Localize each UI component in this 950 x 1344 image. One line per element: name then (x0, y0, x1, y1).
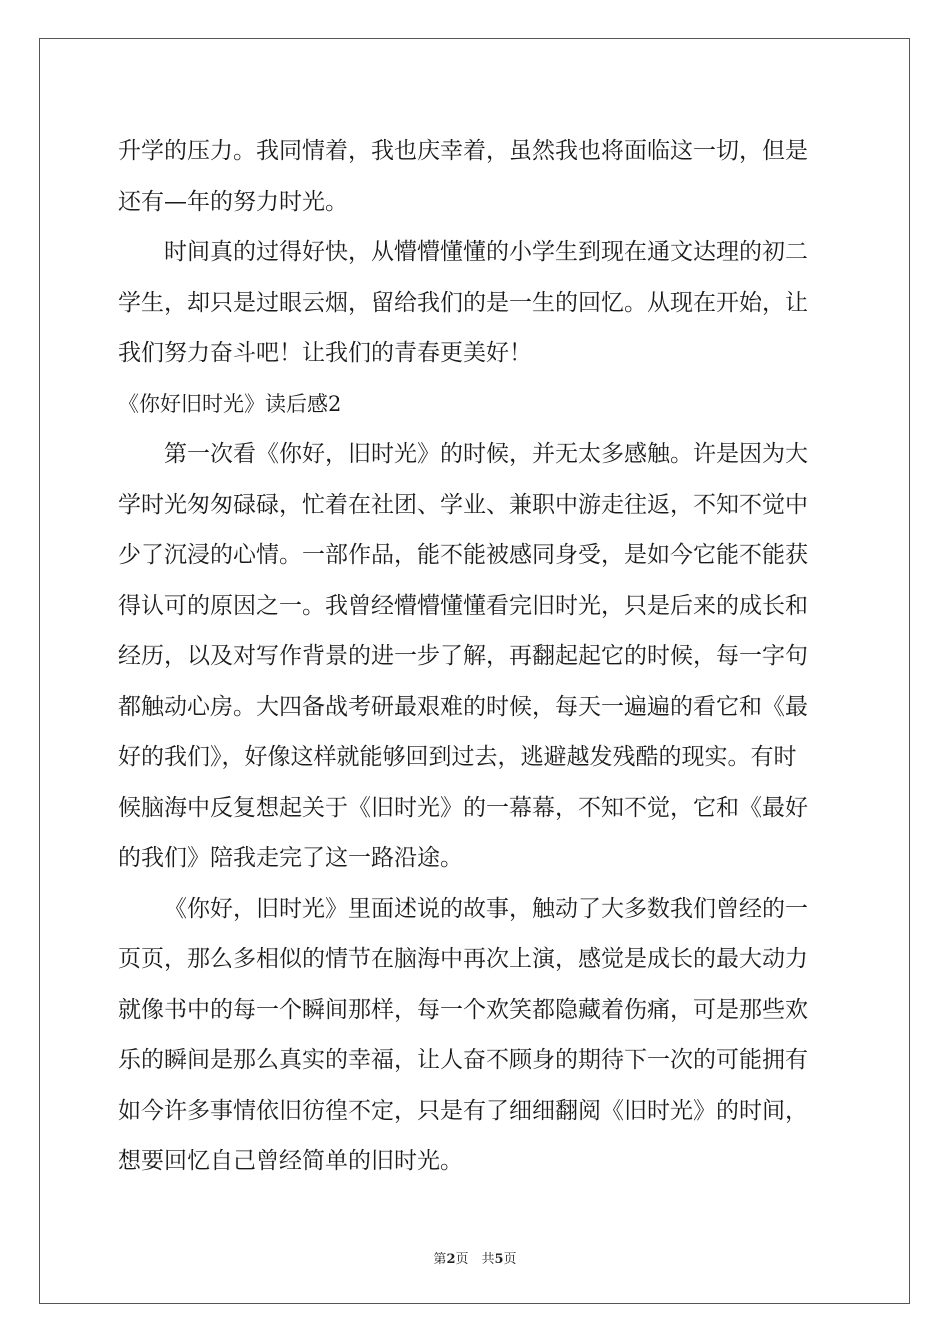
text-line: 经历，以及对写作背景的进一步了解，再翻起起它的时候，每一字句 (118, 643, 808, 669)
text-line: 的我们》陪我走完了这一路沿途。 (118, 845, 463, 871)
text-line: 好的我们》，好像这样就能够回到过去，逃避越发残酷的现实。有时 (118, 744, 797, 770)
section-title: 《你好旧时光》读后感2 (118, 391, 342, 416)
page-number-footer (0, 1248, 950, 1267)
paragraph-start-line: 第一次看《你好，旧时光》的时候，并无太多感触。许是因为大 (164, 441, 808, 467)
text-line: 如今许多事情依旧彷徨不定，只是有了细细翻阅《旧时光》的时间， (118, 1097, 808, 1124)
paragraph-start-line: 时间真的过得好快，从懵懵懂懂的小学生到现在通文达理的初二 (164, 239, 808, 265)
text-line: 我们努力奋斗吧！让我们的青春更美好！ (118, 340, 532, 366)
text-line: 学时光匆匆碌碌，忙着在社团、学业、兼职中游走往返，不知不觉中 (118, 491, 808, 518)
text-line: 想要回忆自己曾经简单的旧时光。 (118, 1148, 463, 1174)
text-line: 还有—年的努力时光。 (118, 188, 348, 215)
text-line: 就像书中的每一个瞬间那样，每一个欢笑都隐藏着伤痛，可是那些欢 (118, 996, 808, 1023)
footer-prefix: 第 (433, 1252, 447, 1267)
paragraph-start-line: 《你好，旧时光》里面述说的故事，触动了大多数我们曾经的一 (164, 895, 808, 922)
text-line: 升学的压力。我同情着，我也庆幸着，虽然我也将面临这一切，但是 (118, 138, 808, 164)
footer-suffix: 页 (503, 1252, 517, 1267)
current-page-number: 2 (446, 1252, 456, 1267)
total-page-count: 5 (494, 1252, 504, 1267)
text-line: 得认可的原因之一。我曾经懵懵懂懂看完旧时光，只是后来的成长和 (118, 592, 808, 619)
footer-middle: 页 共 (455, 1252, 495, 1267)
text-line: 学生，却只是过眼云烟，留给我们的是一生的回忆。从现在开始，让 (118, 289, 808, 316)
text-line: 乐的瞬间是那么真实的幸福，让人奋不顾身的期待下一次的可能拥有 (118, 1047, 808, 1073)
text-line: 都触动心房。大四备战考研最艰难的时候，每天一遍遍的看它和《最 (118, 693, 808, 720)
text-line: 少了沉浸的心情。一部作品，能不能被感同身受，是如今它能不能获 (118, 542, 808, 568)
text-line: 页页，那么多相似的情节在脑海中再次上演，感觉是成长的最大动力 (118, 946, 808, 972)
text-line: 候脑海中反复想起关于《旧时光》的一幕幕，不知不觉，它和《最好 (118, 794, 808, 821)
document-body (118, 126, 834, 1187)
